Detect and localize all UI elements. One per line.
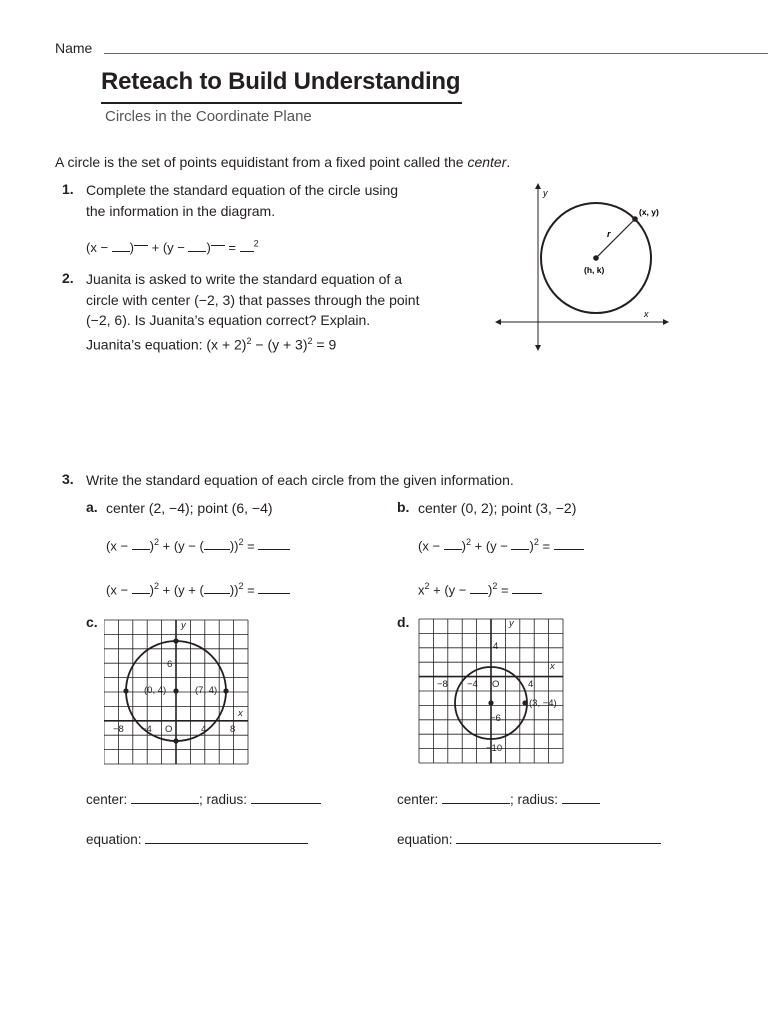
intro-before: A circle is the set of points equidistant from a fixed point called the (55, 154, 468, 170)
q3d-tick-neg4: −4 (467, 679, 478, 690)
q2-line2: circle with center (−2, 3) that passes through the point (86, 291, 420, 308)
q3d-equation-label: equation: (397, 832, 457, 847)
q3c-equation-label: equation: (86, 832, 146, 847)
q3b-eq2-sup2: 2 (492, 581, 498, 591)
q3b-eq2-p1: x (418, 582, 425, 598)
q3b-eq1-p5: = (538, 538, 554, 554)
q3-prompt: Write the standard equation of each circle from the given information. (86, 472, 514, 488)
q3a-eq1-p5: = (243, 538, 259, 554)
diagram-x-label: x (644, 309, 649, 319)
q3a-eq1-blank3[interactable] (258, 537, 290, 550)
q3b-eq2-sup: 2 (424, 581, 430, 591)
q1-eq-d: ) (206, 240, 211, 255)
q3b-given: center (0, 2); point (3, −2) (418, 500, 577, 516)
q3d-radius-blank[interactable] (562, 791, 600, 804)
intro-text (55, 154, 510, 170)
q1-equation (86, 233, 259, 255)
q3b-eq1-sup: 2 (466, 537, 472, 547)
q3b-label: b. (397, 499, 410, 515)
q3b-eq1-p1: (x − (418, 538, 444, 554)
q3a-eq2-sup2: 2 (238, 581, 244, 591)
q3c-tick-neg8: −8 (113, 724, 124, 735)
q3d-origin: O (492, 679, 500, 690)
page-subtitle: Circles in the Coordinate Plane (105, 108, 312, 125)
q3a-eq1-p4: )) (229, 538, 239, 554)
q1-blank-h[interactable] (112, 239, 130, 252)
q2-eq-prefix: Juanita’s equation: (86, 336, 207, 353)
q1-eq-e: = (224, 240, 240, 255)
name-field-line[interactable] (104, 53, 768, 54)
q3c-y-label: y (181, 620, 186, 631)
q3a-eq1-sup: 2 (154, 537, 160, 547)
q3d-radius-label: ; radius: (510, 792, 562, 807)
diagram-center-point (593, 255, 599, 261)
name-label: Name (55, 40, 93, 56)
q3c-point-7-4 (223, 688, 228, 693)
q3d-pt-label: (3, −4) (529, 698, 557, 709)
q3c-tick-6: 6 (167, 659, 173, 670)
q3a-eq1-p1: (x − (106, 538, 132, 554)
q3c-equation-blank[interactable] (145, 831, 308, 844)
q3d-point-3-neg4 (522, 700, 527, 705)
q3b-eq1-p4: ) (529, 538, 534, 554)
q1-eq-sup: 2 (253, 238, 259, 249)
q3d-x-label: x (550, 661, 555, 672)
q3b-eq1-blank1[interactable] (444, 537, 462, 550)
q1-blank-k[interactable] (188, 239, 206, 252)
q3a-eq2-p1: (x − (106, 582, 132, 598)
q3a-eq1 (106, 537, 290, 553)
q3b-eq1 (418, 537, 584, 553)
page-title: Reteach to Build Understanding (101, 68, 461, 95)
q3d-tick-neg10: −10 (486, 743, 503, 754)
q3b-eq2-p3: + (y − (429, 582, 470, 598)
q3d-equation-blank[interactable] (456, 831, 661, 844)
q3c-pt2-label: (7, 4) (195, 685, 218, 696)
q3b-eq2-blank2[interactable] (512, 581, 542, 594)
diagram-y-label: y (543, 188, 548, 198)
q3b-eq1-p3: + (y − (471, 538, 512, 554)
q2-eq-p1: (x + 2) (206, 336, 247, 353)
q3d-center-label: center: (397, 792, 443, 807)
q3a-eq1-p2: ) (149, 538, 154, 554)
diagram-radius (596, 219, 635, 258)
q3d-tick-neg6: −6 (490, 713, 501, 724)
q3c-origin: O (165, 724, 173, 735)
q3d-tick-neg8: −8 (437, 679, 448, 690)
q3c-x-label: x (238, 708, 243, 719)
q3d-labels (437, 618, 557, 754)
q3b-eq1-sup2: 2 (533, 537, 539, 547)
q3a-eq1-blank2[interactable] (204, 537, 230, 550)
q3a-label: a. (86, 499, 98, 515)
q3a-eq2 (106, 581, 290, 597)
q1-blank-exp2[interactable] (211, 233, 225, 246)
q1-number: 1. (62, 181, 74, 197)
intro-term: center (467, 154, 507, 170)
q3d-equation-row (397, 831, 661, 847)
q3d-graph (417, 617, 567, 767)
q3d-center-blank[interactable] (442, 791, 510, 804)
q3c-center-blank[interactable] (131, 791, 199, 804)
q3d-center-radius-row (397, 791, 600, 807)
q1-text (86, 180, 398, 221)
q3a-eq1-blank1[interactable] (132, 537, 150, 550)
q3b-eq2-p5: = (497, 582, 513, 598)
q3d-tick-x4: 4 (528, 679, 534, 690)
q2-line3: (−2, 6). Is Juanita’s equation correct? Explain. (86, 312, 371, 328)
q3c-radius-blank[interactable] (251, 791, 321, 804)
q3c-center-radius-row (86, 791, 321, 807)
q3c-point-top (173, 638, 178, 643)
q3d-tick-4: 4 (493, 641, 499, 652)
q3a-eq2-sup: 2 (154, 581, 160, 591)
q3c-label: c. (86, 614, 98, 630)
title-underline (101, 102, 462, 104)
q3c-equation-row (86, 831, 308, 847)
q3b-eq2 (418, 581, 542, 597)
q1-blank-exp1[interactable] (134, 233, 148, 246)
q3c-point-left (123, 688, 128, 693)
q3c-tick-8: 8 (230, 724, 236, 735)
q3c-graph (104, 617, 252, 767)
q3c-point-0-4 (173, 688, 178, 693)
q3a-eq2-blank2[interactable] (204, 581, 230, 594)
q3a-given: center (2, −4); point (6, −4) (106, 500, 273, 516)
diagram-center-label: (h, k) (584, 265, 605, 275)
q3b-eq2-p4: ) (487, 582, 493, 598)
q2-line1: Juanita is asked to write the standard equation of a (86, 271, 402, 287)
q3b-eq1-blank2[interactable] (511, 537, 529, 550)
q3a-eq1-sup2: 2 (238, 537, 244, 547)
q3b-eq1-p2: ) (461, 538, 466, 554)
q3c-pt1-label: (0, 4) (144, 685, 167, 696)
q3c-radius-label: ; radius: (199, 792, 251, 807)
q3b-eq1-blank3[interactable] (554, 537, 584, 550)
q1-eq-b: ) (129, 240, 134, 255)
q3c-tick-neg4: −4 (141, 724, 152, 735)
q3c-point-bottom (173, 738, 178, 743)
q3-number: 3. (62, 471, 74, 487)
q1-blank-r[interactable] (240, 239, 254, 252)
diagram-point-label: (x, y) (639, 207, 659, 217)
intro-after: . (506, 154, 511, 170)
q2-text (86, 269, 419, 355)
q2-number: 2. (62, 270, 74, 286)
q2-eq-p3: = 9 (312, 336, 337, 353)
q2-eq-p2: − (y + 3) (251, 336, 308, 353)
q3d-label: d. (397, 614, 410, 630)
q3a-eq2-p4: )) (229, 582, 239, 598)
q3a-eq2-blank1[interactable] (132, 581, 150, 594)
q3a-eq2-p5: = (243, 582, 259, 598)
q3a-eq2-p2: ) (149, 582, 154, 598)
q3d-center-point (488, 700, 493, 705)
q2-eq-sup1: 2 (246, 335, 252, 346)
diagram-radius-label: r (607, 229, 611, 239)
diagram-edge-point (632, 216, 638, 222)
q3b-eq2-blank1[interactable] (470, 581, 488, 594)
q2-equation (86, 331, 419, 355)
q3c-tick-4: 4 (201, 724, 207, 735)
q3c-center-label: center: (86, 792, 132, 807)
q3a-eq1-p3: + (y − ( (159, 538, 204, 554)
q1-line2: the information in the diagram. (86, 202, 276, 219)
q1-eq-a: (x − (86, 240, 112, 255)
q1-line1: Complete the standard equation of the circle using (86, 182, 399, 198)
q3d-y-label: y (509, 618, 514, 629)
q3a-eq2-p3: + (y + ( (159, 582, 204, 598)
circle-diagram (490, 180, 680, 352)
q1-eq-c: + (y − (148, 240, 189, 255)
q3a-eq2-blank3[interactable] (258, 581, 290, 594)
q2-eq-sup2: 2 (307, 335, 313, 346)
